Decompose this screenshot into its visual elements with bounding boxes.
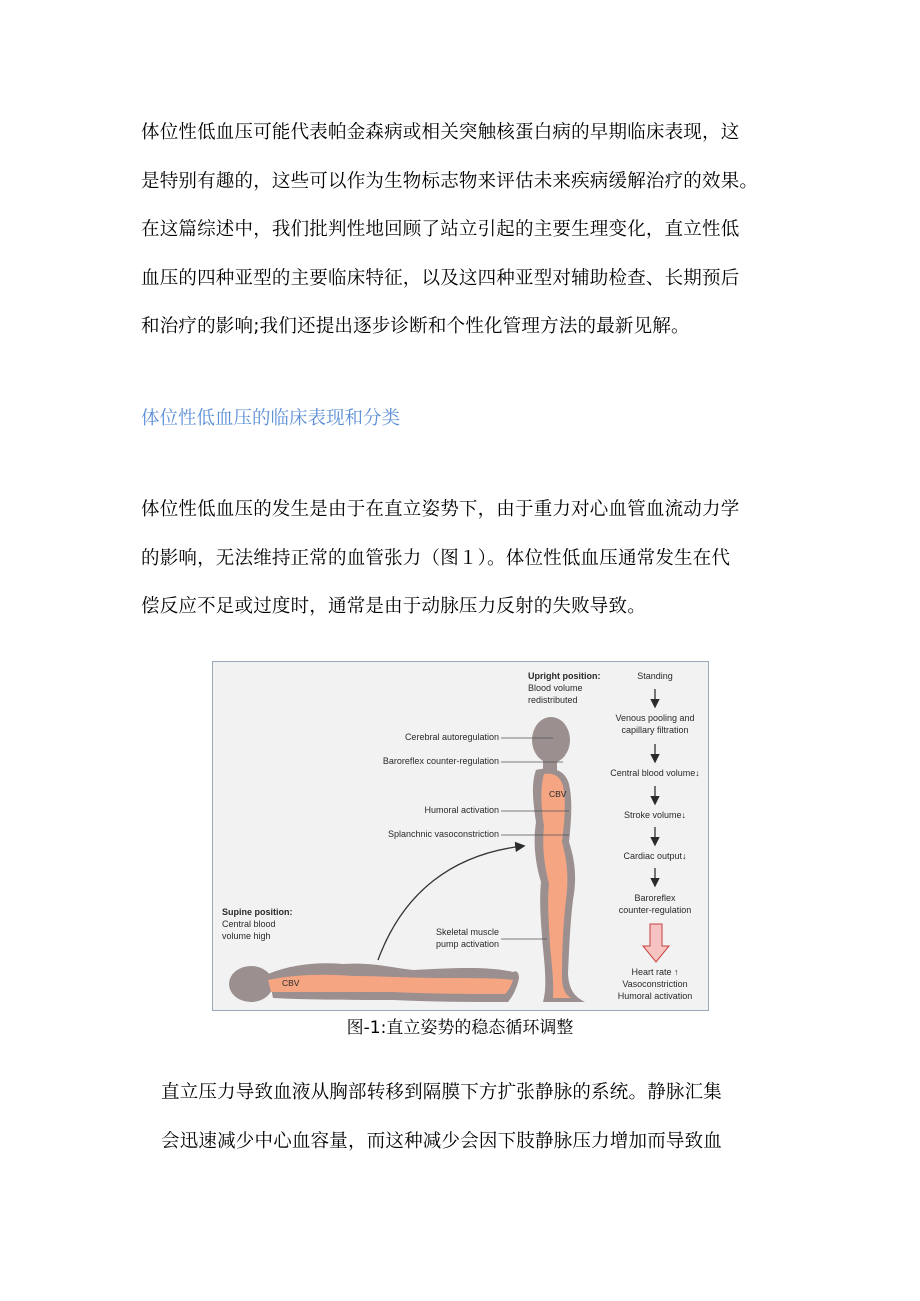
text-line: 体位性低血压的发生是由于在直立姿势下，由于重力对心血管血流动力学	[141, 499, 740, 520]
section-heading: 体位性低血压的临床表现和分类	[141, 408, 401, 429]
label-cerebral-autoregulation: Cerebral autoregulation	[404, 732, 499, 742]
label-splanchnic-vasoconstriction: Splanchnic vasoconstriction	[387, 829, 499, 839]
upright-title: Upright position:	[528, 671, 601, 681]
text-line: 直立压力导致血液从胸部转移到隔膜下方扩张静脉的系统。静脉汇集	[161, 1082, 723, 1103]
flow-outcome-heart-rate: Heart rate ↑	[631, 967, 679, 977]
text-line: 会迅速减少中心血容量，而这种减少会因下肢静脉压力增加而导致血	[161, 1130, 723, 1152]
label-humoral-activation: Humoral activation	[424, 805, 499, 815]
flow-step-central-blood-volume: Central blood volume↓	[610, 768, 700, 778]
flow-step-standing: Standing	[637, 671, 673, 681]
text-line: 是特别有趣的，这些可以作为生物标志物来评估未来疾病缓解治疗的效果。	[141, 170, 759, 192]
flow-step-venous-pooling: capillary filtration	[621, 725, 689, 735]
figure-orthostatic-circulation	[212, 661, 709, 1011]
label-skeletal-muscle-pump: pump activation	[435, 939, 499, 949]
figure-caption: 图-1:直立姿势的稳态循环调整	[346, 1018, 574, 1038]
label-baroreflex-counter-regulation: Baroreflex counter-regulation	[382, 756, 499, 766]
text-line: 体位性低血压可能代表帕金森病或相关突触核蛋白病的早期临床表现，这	[141, 122, 740, 143]
text-line: 和治疗的影响;我们还提出逐步诊断和个性化管理方法的最新见解。	[141, 316, 690, 338]
flow-step-stroke-volume: Stroke volume↓	[623, 810, 687, 820]
intro-paragraph	[141, 109, 801, 352]
text-line: 偿反应不足或过度时，通常是由于动脉压力反射的失败导致。	[141, 596, 646, 618]
flow-step-venous-pooling: Venous pooling and	[615, 713, 695, 723]
body-paragraph	[141, 486, 801, 632]
flow-step-baroreflex: counter-regulation	[618, 905, 692, 915]
text-line: 的影响，无法维持正常的血管张力（图１）。体位性低血压通常发生在代	[141, 547, 731, 569]
supine-title: Supine position:	[222, 907, 293, 917]
flow-step-baroreflex: Baroreflex	[634, 893, 676, 903]
text-line: 在这篇综述中，我们批判性地回顾了站立引起的主要生理变化，直立性低	[141, 219, 740, 241]
upright-subtitle-line: Blood volume	[528, 683, 583, 693]
flow-outcome-humoral-activation: Humoral activation	[617, 991, 693, 1001]
flow-step-cardiac-output: Cardiac output↓	[623, 851, 687, 861]
flow-outcome-vasoconstriction: Vasoconstriction	[622, 979, 688, 989]
label-skeletal-muscle-pump: Skeletal muscle	[435, 927, 499, 937]
text-line: 血压的四种亚型的主要临床特征，以及这四种亚型对辅助检查、长期预后	[141, 267, 740, 289]
supine-subtitle-line: volume high	[222, 931, 271, 941]
upright-subtitle-line: redistributed	[528, 695, 578, 705]
supine-subtitle-line: Central blood	[222, 919, 276, 929]
cbv-label-supine: CBV	[282, 978, 300, 988]
cbv-label-upright: CBV	[549, 789, 567, 799]
response-arrow-icon	[643, 924, 669, 962]
body-paragraph	[161, 1069, 791, 1166]
